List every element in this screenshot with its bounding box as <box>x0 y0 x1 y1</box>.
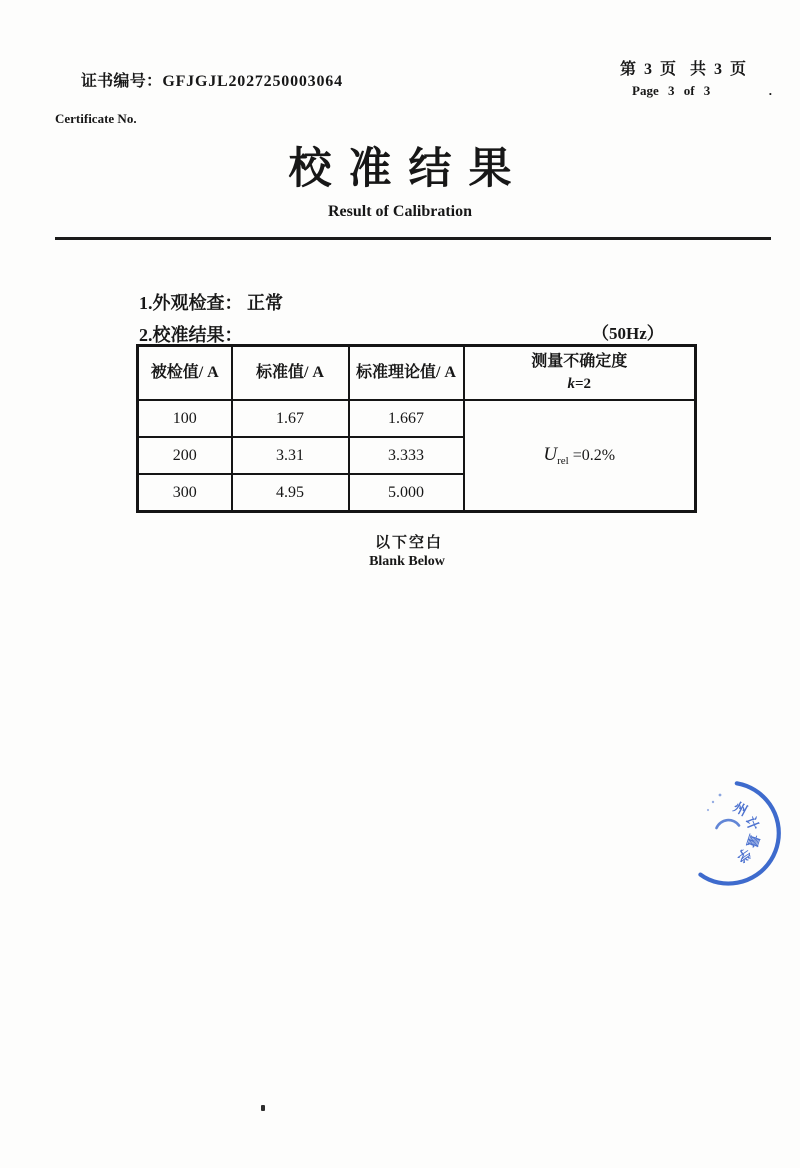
table-cell: 4.95 <box>232 474 349 512</box>
table-cell: 100 <box>138 400 232 437</box>
certificate-number: GFJGJL2027250003064 <box>162 73 343 90</box>
stamp-char: 州 <box>731 799 750 819</box>
uncertainty-header-text: 测量不确定度 <box>531 353 628 371</box>
page-number-en: Page 3 of 3 <box>632 83 711 98</box>
official-stamp <box>670 772 800 897</box>
page-title: 校准结果 <box>288 146 529 193</box>
pagination-block <box>620 56 772 99</box>
column-header-tested-value: 被检值/ A <box>138 346 232 401</box>
certificate-number-label-en: Certificate No. <box>55 111 137 126</box>
page-number-cn: 第 3 页 共 3 页 <box>620 61 749 78</box>
visual-inspection-line: 1.外观检查： 正常 <box>139 293 283 313</box>
column-header-uncertainty <box>464 346 696 401</box>
table-cell: 3.31 <box>232 437 349 474</box>
certificate-number-label: 证书编号： <box>80 73 163 90</box>
uncertainty-symbol: U <box>543 444 558 465</box>
table-cell: 300 <box>138 474 232 512</box>
stamp-speckle <box>707 809 709 811</box>
page-subtitle: Result of Calibration <box>328 203 472 220</box>
table-header-row <box>138 346 696 401</box>
stamp-outer-arc <box>700 783 778 883</box>
page-number-dot: . <box>768 83 772 98</box>
frequency-label: （50Hz） <box>592 324 664 343</box>
stamp-speckle <box>719 794 722 797</box>
stamp-char: 学 <box>733 844 754 866</box>
column-header-theoretical-value: 标准理论值/ A <box>349 346 464 401</box>
table-cell: 5.000 <box>349 474 464 512</box>
stamp-inner-arc <box>717 820 740 828</box>
uncertainty-value: =0.2% <box>568 447 616 464</box>
column-header-standard-value: 标准值/ A <box>232 346 349 401</box>
certificate-number-block <box>55 50 343 127</box>
calibration-results-table <box>136 344 697 513</box>
scan-speck <box>261 1105 265 1111</box>
stamp-speckle <box>712 801 714 803</box>
table-row <box>138 400 696 437</box>
uncertainty-value-cell <box>464 400 696 512</box>
coverage-factor-symbol: k <box>567 376 575 392</box>
coverage-factor-value: =2 <box>574 376 592 392</box>
blank-below-note-en: Blank Below <box>369 554 445 569</box>
stamp-char: 计 <box>742 814 762 833</box>
table-cell: 200 <box>138 437 232 474</box>
uncertainty-subscript: rel <box>557 455 569 467</box>
table-cell: 3.333 <box>349 437 464 474</box>
stamp-char: 量 <box>743 832 763 850</box>
blank-below-note-cn: 以下空白 <box>374 535 443 551</box>
table-cell: 1.67 <box>232 400 349 437</box>
calibration-result-label: 2.校准结果： <box>139 325 243 345</box>
table-cell: 1.667 <box>349 400 464 437</box>
title-divider <box>55 237 771 240</box>
